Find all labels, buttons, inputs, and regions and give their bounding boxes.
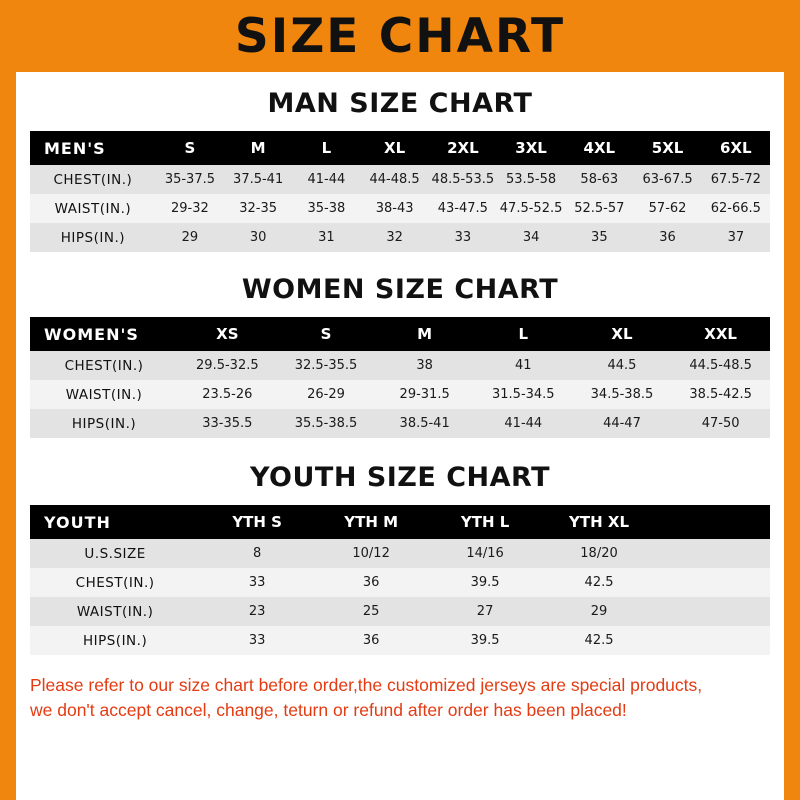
cell: 38.5-42.5: [689, 387, 752, 402]
table-row: [30, 380, 770, 409]
cell: 31.5-34.5: [492, 387, 555, 402]
cell: 35-38: [307, 201, 346, 216]
youth-header-l: YTH L: [428, 505, 542, 539]
cell: 39.5: [470, 575, 500, 590]
women-header-xl: XL: [573, 317, 672, 351]
cell: [656, 568, 770, 597]
women-size-table: [30, 317, 770, 438]
row-label: CHEST(IN.): [64, 357, 144, 374]
cell: 62-66.5: [710, 201, 761, 216]
cell: 32.5-35.5: [294, 358, 358, 373]
cell: [656, 597, 770, 626]
cell: 42.5: [584, 575, 614, 590]
cell: 41-44: [504, 416, 543, 431]
cell: 27: [476, 604, 494, 619]
cell: 34.5-38.5: [590, 387, 654, 402]
cell: 37.5-41: [233, 172, 284, 187]
row-label: U.S.SIZE: [84, 545, 146, 562]
cell: 67.5-72: [710, 172, 761, 187]
footer-note-line-1: Please refer to our size chart before order,the customized jerseys are special products,: [30, 675, 703, 695]
man-header-xl: XL: [361, 131, 429, 165]
cell: 29.5-32.5: [196, 358, 259, 373]
cell: 10/12: [352, 546, 390, 561]
cell: 42.5: [584, 633, 614, 648]
youth-section-title: YOUTH SIZE CHART: [249, 462, 551, 493]
row-label: HIPS(IN.): [60, 229, 126, 246]
cell: 43-47.5: [437, 201, 488, 216]
women-header-m: M: [375, 317, 474, 351]
cell: 37: [727, 230, 745, 245]
women-header-label: WOMEN'S: [30, 317, 178, 351]
row-label: HIPS(IN.): [82, 632, 148, 649]
youth-size-table: [30, 505, 770, 655]
women-header-xs: XS: [178, 317, 277, 351]
table-row: [30, 223, 770, 252]
cell: 14/16: [466, 546, 504, 561]
cell: 41: [515, 358, 532, 373]
cell: 36: [659, 230, 676, 245]
row-label: WAIST(IN.): [65, 386, 143, 403]
cell: 23.5-26: [202, 387, 253, 402]
cell: 38: [416, 358, 433, 373]
cell: [656, 626, 770, 655]
footer-note: [30, 673, 770, 724]
cell: 36: [362, 575, 380, 590]
table-row: [30, 351, 770, 380]
cell: 31: [318, 230, 335, 245]
cell: 29-32: [171, 201, 209, 216]
row-label: CHEST(IN.): [53, 171, 133, 188]
row-label: CHEST(IN.): [75, 574, 155, 591]
cell: 44.5: [607, 358, 637, 373]
cell: 23: [248, 604, 266, 619]
cell: 47-50: [701, 416, 740, 431]
row-label: WAIST(IN.): [76, 603, 154, 620]
man-section-title: MAN SIZE CHART: [267, 88, 533, 119]
table-row: [30, 165, 770, 194]
youth-header-s: YTH S: [200, 505, 314, 539]
table-row: [30, 194, 770, 223]
table-header-row: [30, 317, 770, 351]
cell: 25: [362, 604, 380, 619]
youth-header-empty: [656, 505, 770, 539]
women-header-xxl: XXL: [671, 317, 770, 351]
women-section-title: WOMEN SIZE CHART: [241, 274, 559, 305]
man-header-l: L: [292, 131, 360, 165]
man-header-5xl: 5XL: [633, 131, 701, 165]
cell: 33-35.5: [202, 416, 253, 431]
man-header-4xl: 4XL: [565, 131, 633, 165]
cell: 29: [181, 230, 199, 245]
man-header-6xl: 6XL: [702, 131, 770, 165]
cell: 52.5-57: [574, 201, 625, 216]
cell: 41-44: [307, 172, 346, 187]
cell: 35-37.5: [164, 172, 215, 187]
cell: 33: [248, 575, 266, 590]
man-header-3xl: 3XL: [497, 131, 565, 165]
cell: 57-62: [648, 201, 687, 216]
man-header-label: MEN'S: [30, 131, 156, 165]
man-header-2xl: 2XL: [429, 131, 497, 165]
cell: 35.5-38.5: [294, 416, 358, 431]
cell: 29: [590, 604, 608, 619]
women-header-s: S: [277, 317, 376, 351]
table-row: [30, 409, 770, 438]
table-header-row: [30, 131, 770, 165]
youth-header-label: YOUTH: [30, 505, 200, 539]
row-label: WAIST(IN.): [54, 200, 132, 217]
cell: 33: [454, 230, 472, 245]
table-row: [30, 568, 770, 597]
cell: 39.5: [470, 633, 500, 648]
cell: 29-31.5: [399, 387, 450, 402]
cell: [656, 539, 770, 568]
cell: 32: [386, 230, 403, 245]
cell: 38.5-41: [399, 416, 450, 431]
footer-note-line-2: we don't accept cancel, change, teturn or refund after order has been placed!: [30, 700, 627, 721]
cell: 36: [362, 633, 380, 648]
cell: 48.5-53.5: [431, 172, 495, 187]
cell: 53.5-58: [505, 172, 557, 187]
man-size-table: [30, 131, 770, 252]
cell: 33: [248, 633, 266, 648]
cell: 26-29: [307, 387, 345, 402]
table-row: [30, 626, 770, 655]
content-area: [16, 88, 784, 655]
cell: 44-47: [603, 416, 641, 431]
row-label: HIPS(IN.): [71, 415, 137, 432]
cell: 44.5-48.5: [689, 358, 752, 373]
cell: 63-67.5: [642, 172, 693, 187]
youth-header-m: YTH M: [314, 505, 428, 539]
man-header-m: M: [224, 131, 292, 165]
table-row: [30, 539, 770, 568]
youth-header-xl: YTH XL: [542, 505, 656, 539]
cell: 44-48.5: [369, 172, 420, 187]
cell: 58-63: [580, 172, 619, 187]
man-header-s: S: [156, 131, 224, 165]
header-banner: [0, 0, 800, 72]
cell: 18/20: [580, 546, 618, 561]
table-header-row: [30, 505, 770, 539]
page-title: SIZE CHART: [234, 8, 566, 64]
women-header-l: L: [474, 317, 573, 351]
table-row: [30, 597, 770, 626]
cell: 32-35: [239, 201, 278, 216]
cell: 34: [522, 230, 540, 245]
cell: 30: [249, 230, 267, 245]
cell: 8: [253, 546, 262, 561]
cell: 47.5-52.5: [499, 201, 563, 216]
cell: 35: [591, 230, 608, 245]
cell: 38-43: [375, 201, 414, 216]
